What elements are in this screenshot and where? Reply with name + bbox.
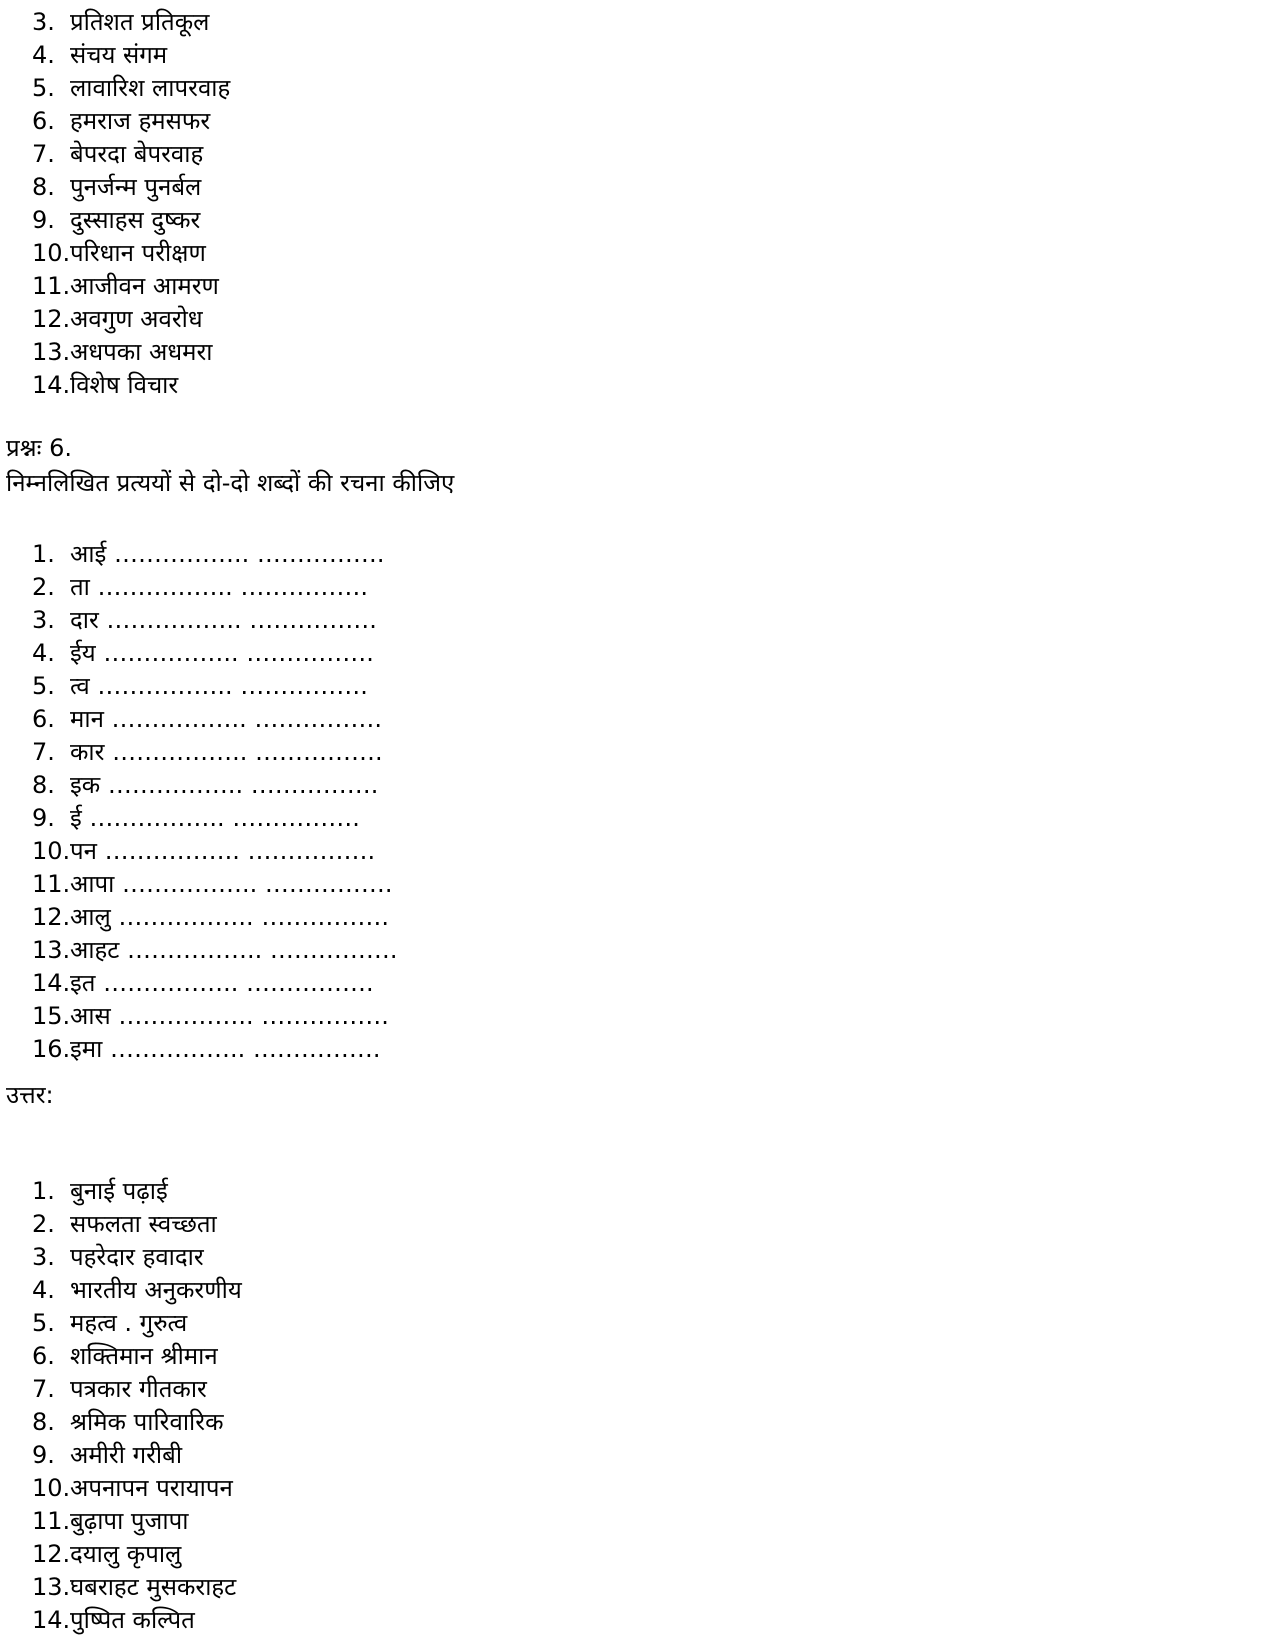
item-text: सफलता स्वच्छता (70, 1210, 217, 1238)
list-item (32, 538, 398, 571)
item-number: 7. (32, 738, 55, 766)
item-number: 10. (32, 239, 71, 267)
item-number: 11. (32, 1507, 71, 1535)
item-number: 14. (32, 371, 71, 399)
item-number: 3. (32, 8, 55, 36)
answer-list-previous (32, 6, 230, 402)
question-text: निम्नलिखित प्रत्ययों से दो-दो शब्दों की रचना कीजिए (6, 469, 455, 497)
list-item (32, 637, 398, 670)
list-item (32, 1241, 242, 1274)
item-text: अपनापन परायापन (70, 1474, 233, 1502)
item-text: शक्तिमान श्रीमान (70, 1342, 218, 1370)
list-item (32, 1033, 398, 1066)
item-text: विशेष विचार (70, 371, 179, 399)
suffix-exercise-list (32, 538, 398, 1066)
list-item (32, 138, 230, 171)
list-item (32, 1000, 398, 1033)
list-item (32, 303, 230, 336)
list-item (32, 105, 230, 138)
item-number: 1. (32, 540, 55, 568)
item-text: दयालु कृपालु (70, 1540, 182, 1568)
list-item (32, 336, 230, 369)
item-number: 13. (32, 936, 71, 964)
item-number: 7. (32, 1375, 55, 1403)
list-item (32, 802, 398, 835)
list-item (32, 39, 230, 72)
item-text: दुस्साहस दुष्कर (70, 206, 201, 234)
item-text: पुष्पित कल्पित (70, 1606, 195, 1634)
list-item (32, 1307, 242, 1340)
item-text: ई …………….. ……………. (70, 804, 360, 832)
item-number: 14. (32, 969, 71, 997)
item-number: 11. (32, 870, 71, 898)
item-text: आहट …………….. ……………. (70, 936, 398, 964)
item-text: महत्व . गुरुत्व (70, 1309, 188, 1337)
list-item (32, 670, 398, 703)
list-item (32, 1208, 242, 1241)
item-number: 2. (32, 1210, 55, 1238)
item-number: 3. (32, 606, 55, 634)
item-number: 12. (32, 305, 71, 333)
list-item (32, 204, 230, 237)
list-item (32, 604, 398, 637)
item-number: 4. (32, 41, 55, 69)
list-item (32, 736, 398, 769)
item-number: 12. (32, 1540, 71, 1568)
item-number: 5. (32, 1309, 55, 1337)
item-text: कार …………….. ……………. (70, 738, 383, 766)
item-number: 11. (32, 272, 71, 300)
list-item (32, 72, 230, 105)
list-item (32, 1472, 242, 1505)
item-text: आई …………….. ……………. (70, 540, 385, 568)
item-text: परिधान परीक्षण (70, 239, 206, 267)
item-text: मान …………….. ……………. (70, 705, 383, 733)
item-text: भारतीय अनुकरणीय (70, 1276, 242, 1304)
item-text: आजीवन आमरण (70, 272, 219, 300)
item-number: 6. (32, 705, 55, 733)
item-number: 15. (32, 1002, 71, 1030)
item-number: 8. (32, 173, 55, 201)
item-number: 10. (32, 837, 71, 865)
item-number: 10. (32, 1474, 71, 1502)
answer-label: उत्तर: (6, 1081, 54, 1109)
item-text: बेपरदा बेपरवाह (70, 140, 204, 168)
item-number: 16. (32, 1035, 71, 1063)
item-number: 4. (32, 1276, 55, 1304)
item-number: 5. (32, 74, 55, 102)
list-item (32, 967, 398, 1000)
item-text: पहरेदार हवादार (70, 1243, 204, 1271)
item-text: पत्रकार गीतकार (70, 1375, 207, 1403)
list-item (32, 1373, 242, 1406)
item-number: 8. (32, 1408, 55, 1436)
list-item (32, 1340, 242, 1373)
item-number: 3. (32, 1243, 55, 1271)
list-item (32, 901, 398, 934)
list-item (32, 934, 398, 967)
list-item (32, 1604, 242, 1637)
item-number: 9. (32, 804, 55, 832)
list-item (32, 171, 230, 204)
list-item (32, 237, 230, 270)
item-text: पुनर्जन्म पुनर्बल (70, 173, 202, 201)
list-item (32, 703, 398, 736)
item-number: 5. (32, 672, 55, 700)
item-number: 12. (32, 903, 71, 931)
item-text: इक …………….. ……………. (70, 771, 379, 799)
list-item (32, 1571, 242, 1604)
answer-list (32, 1175, 242, 1637)
item-text: बुनाई पढ़ाई (70, 1177, 168, 1205)
item-number: 14. (32, 1606, 71, 1634)
item-text: इमा …………….. ……………. (70, 1035, 381, 1063)
list-item (32, 835, 398, 868)
list-item (32, 1406, 242, 1439)
item-text: इत …………….. ……………. (70, 969, 374, 997)
question-label: प्रश्नः 6. (6, 434, 72, 462)
item-number: 6. (32, 1342, 55, 1370)
list-item (32, 1175, 242, 1208)
item-text: संचय संगम (70, 41, 168, 69)
item-text: घबराहट मुसकराहट (70, 1573, 237, 1601)
item-number: 2. (32, 573, 55, 601)
list-item (32, 868, 398, 901)
item-number: 4. (32, 639, 55, 667)
item-text: पन …………….. ……………. (70, 837, 376, 865)
item-text: ईय …………….. ……………. (70, 639, 374, 667)
item-text: दार …………….. ……………. (70, 606, 377, 634)
item-text: हमराज हमसफर (70, 107, 211, 135)
list-item (32, 1505, 242, 1538)
item-text: अवगुण अवरोध (70, 305, 203, 333)
item-text: अधपका अधमरा (70, 338, 213, 366)
item-number: 13. (32, 338, 71, 366)
item-number: 7. (32, 140, 55, 168)
list-item (32, 1538, 242, 1571)
list-item (32, 571, 398, 604)
list-item (32, 270, 230, 303)
item-number: 13. (32, 1573, 71, 1601)
list-item (32, 369, 230, 402)
item-number: 8. (32, 771, 55, 799)
item-text: आस …………….. ……………. (70, 1002, 389, 1030)
item-text: श्रमिक पारिवारिक (70, 1408, 224, 1436)
list-item (32, 1439, 242, 1472)
item-number: 1. (32, 1177, 55, 1205)
item-number: 9. (32, 206, 55, 234)
list-item (32, 6, 230, 39)
item-text: बुढ़ापा पुजापा (70, 1507, 189, 1535)
list-item (32, 769, 398, 802)
item-text: अमीरी गरीबी (70, 1441, 183, 1469)
item-text: आपा …………….. ……………. (70, 870, 393, 898)
item-number: 9. (32, 1441, 55, 1469)
item-text: लावारिश लापरवाह (70, 74, 231, 102)
item-text: त्व …………….. ……………. (70, 672, 368, 700)
list-item (32, 1274, 242, 1307)
item-number: 6. (32, 107, 55, 135)
item-text: प्रतिशत प्रतिकूल (70, 8, 210, 36)
item-text: आलु …………….. ……………. (70, 903, 389, 931)
item-text: ता …………….. ……………. (70, 573, 369, 601)
